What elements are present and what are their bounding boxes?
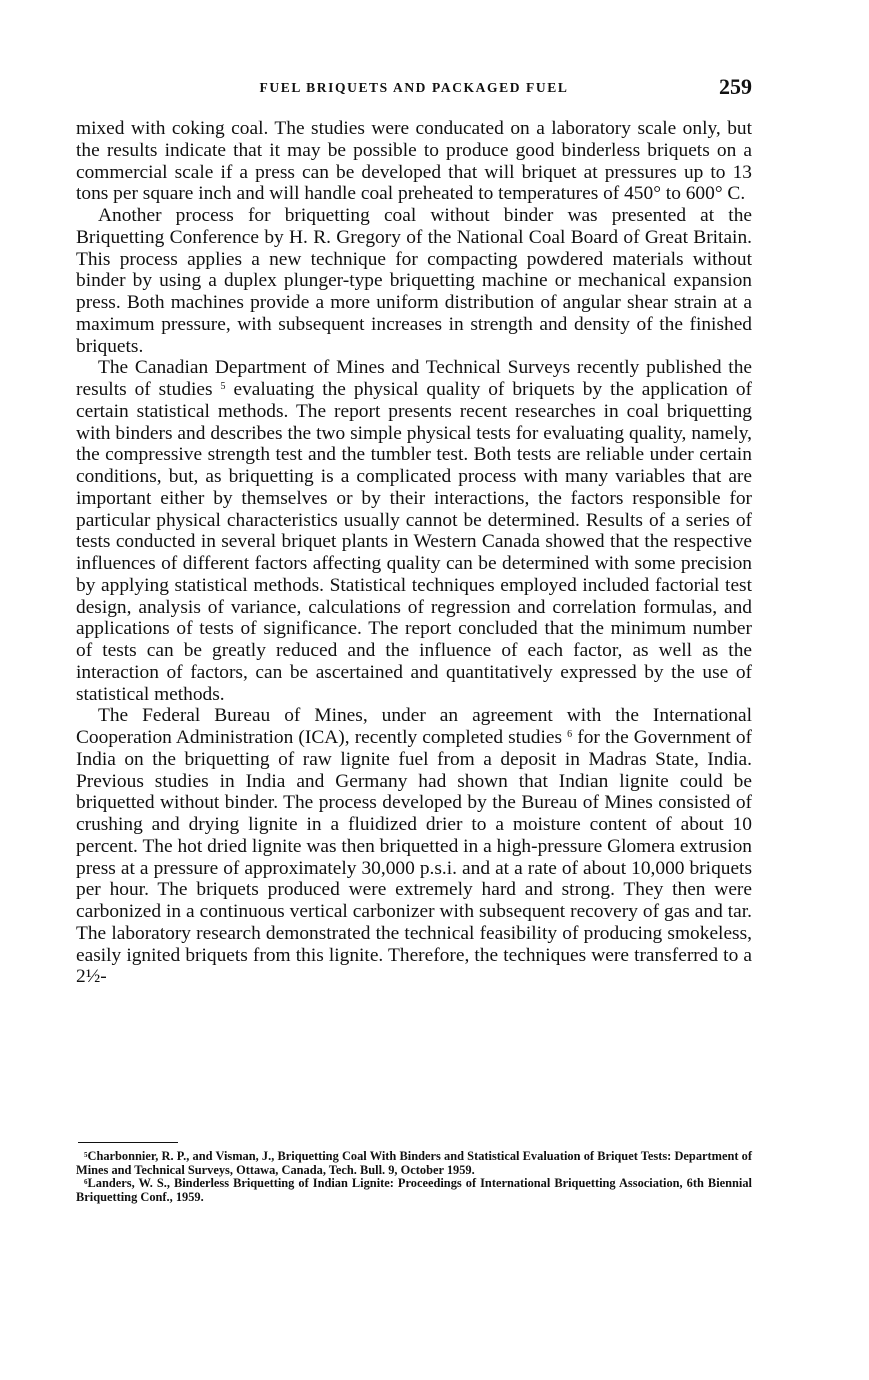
running-head — [76, 72, 752, 102]
paragraph-gregory-process: Another process for briquetting coal without binder was presented at the Briquetting Conference by H. R. Gregory of the National Coal Board of Great Britain. This process applies a new technique for compacting powdered materials without binder by using a duplex plunger-type briquetting machine or mechanical expansion press. Both machines provide a more uniform distribution of angular shear strain at a maximum pressure, with subsequent increases in strength and density of the finished briquets. — [76, 205, 752, 357]
paragraph-text: evaluating the physical quality of briquets by the application of certain statistical methods. The report presents recent researches in coal briquetting with binders and describes the two simple physical tests for evaluating quality, namely, the compressive strength test and the tumbler test. Both tests are reliable under certain conditions, but, as briquetting is a complicated process with many variables that are important either by themselves or by their interactions, the factors responsible for particular physical characteristics usually cannot be determined. Results of a series of tests conducted in several briquet plants in Western Canada showed that the respective influences of different factors affecting quality can be determined with some precision by applying statistical methods. Statistical techniques employed included factorial test design, analysis of variance, calculations of regression and correlation formulas, and applications of tests of significance. The report concluded that the minimum number of tests can be greatly reduced and the influence of each factor, as well as the interaction of factors, can be ascertained and quantitatively expressed by the use of statistical methods. — [76, 379, 753, 705]
footnote-mark: 5 — [84, 1151, 88, 1159]
paragraph-text: The Canadian Department of Mines and Technical Surveys recently published the results of studies — [76, 357, 752, 400]
paragraph-text: for the Government of India on the briquetting of raw lignite fuel from a deposit in Madras State, India. Previous studies in India and Germany had shown that Indian lignite could be briquetted without binder. The process developed by the Bureau of Mines consisted of crushing and drying lignite in a fluidized drier to a moisture content of about 10 percent. The hot dried lignite was then briquetted in a high-pressure Glomera extrusion press at a pressure of approximately 30,000 p.s.i. and at a rate of about 10,000 briquets per hour. The briquets produced were extremely hard and strong. They then were carbonized in a continuous vertical carbonizer with subsequent recovery of gas and tar. The laboratory research demonstrated the technical feasibility of producing smokeless, easily ignited briquets from this lignite. Therefore, the techniques were transferred to a 2½- — [76, 727, 752, 988]
footnote-text: Charbonnier, R. P., and Visman, J., Briquetting Coal With Binders and Statistical Evaluation of Briquet Tests: Department of Mines and Technical Surveys, Ottawa, Canada, Tech. Bull. 9, October 1959. — [76, 1149, 752, 1177]
body-text — [76, 118, 752, 988]
paragraph-continuation: mixed with coking coal. The studies were conducated on a laboratory scale only, but the results indicate that it may be possible to produce good binderless briquets on a commercial scale if a press can be developed that will briquet at pressures up to 13 tons per square inch and will handle coal preheated to temperatures of 450° to 600° C. — [76, 118, 752, 205]
paragraph-india-lignite — [76, 705, 752, 988]
footnotes — [76, 1150, 752, 1204]
page-number: 259 — [719, 74, 752, 99]
footnote-reference: 5 — [220, 381, 226, 392]
running-title: FUEL BRIQUETS AND PACKAGED FUEL — [259, 80, 569, 95]
footnote — [76, 1177, 752, 1204]
footnote-reference: 6 — [567, 729, 573, 740]
footnote — [76, 1150, 752, 1177]
paragraph-canadian-studies — [76, 357, 752, 705]
footnote-text: Landers, W. S., Binderless Briquetting of Indian Lignite: Proceedings of International Briquetting Association, 6th Biennial Briquetting Conf., 1959. — [76, 1176, 752, 1204]
footnote-divider — [78, 1142, 178, 1143]
footnote-mark: 6 — [84, 1178, 88, 1186]
paragraph-text: The Federal Bureau of Mines, under an agreement with the International Cooperation Administration (ICA), recently completed studies — [76, 705, 752, 748]
